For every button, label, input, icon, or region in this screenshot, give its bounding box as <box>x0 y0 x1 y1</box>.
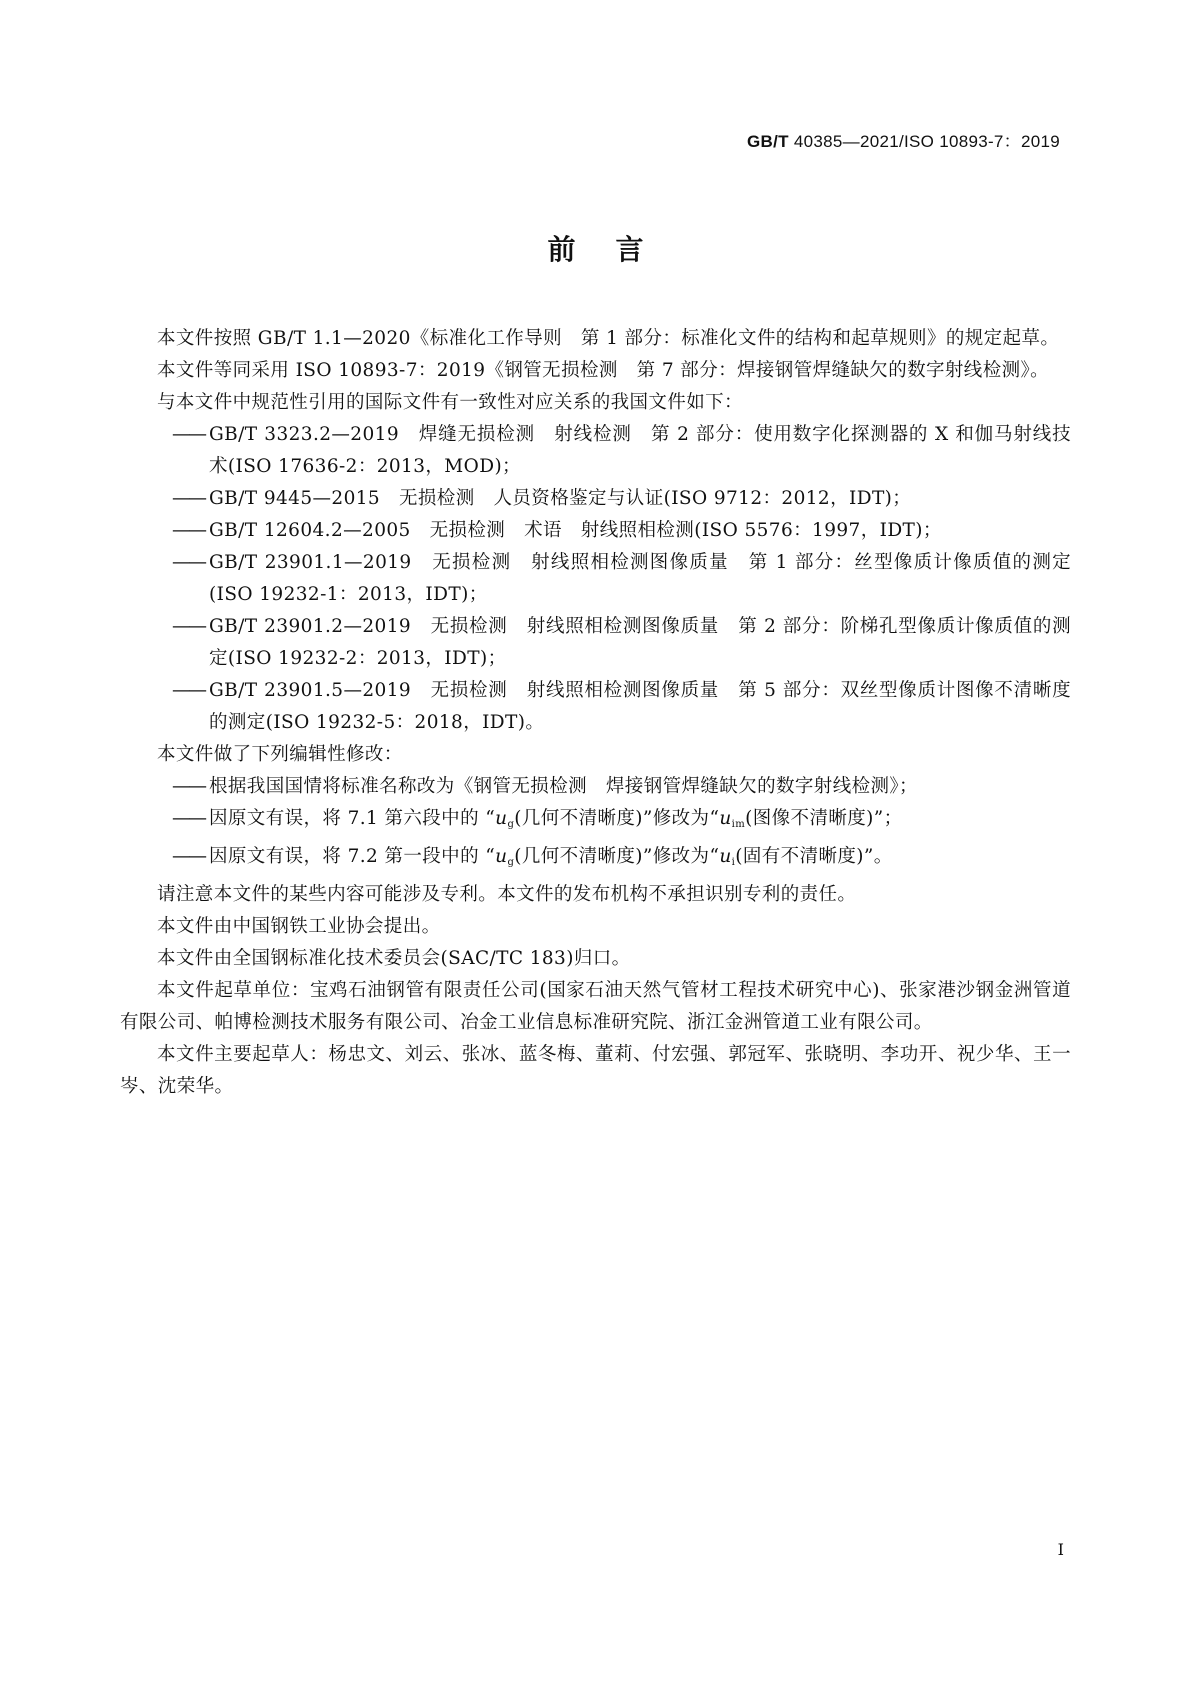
dash-mark: —— <box>172 680 205 701</box>
paragraph-modifications-intro: 本文件做了下列编辑性修改： <box>157 744 403 765</box>
paragraph-drafting-rules: 本文件按照 GB/T 1.1—2020《标准化工作导则 第 1 部分：标准化文件的结构和起草规则》的规定起草。 <box>157 328 1060 349</box>
dash-mark: —— <box>172 776 205 797</box>
reference-item <box>120 611 1071 675</box>
page-number: I <box>1057 1540 1064 1559</box>
subscript-im: im <box>731 819 746 830</box>
page-title: 前言 <box>547 233 684 266</box>
dash-mark: —— <box>172 488 205 509</box>
standard-number <box>747 127 1060 152</box>
dash-mark: —— <box>172 808 205 829</box>
standard-number-prefix: GB/T <box>747 132 789 151</box>
reference-item <box>120 547 1071 611</box>
reference-item <box>120 515 1071 547</box>
subscript-g: g <box>507 857 515 868</box>
modification-text-c: (图像不清晰度)”； <box>745 808 903 829</box>
dash-mark: —— <box>172 552 205 573</box>
subscript-i: i <box>731 857 736 868</box>
reference-item <box>120 483 1071 515</box>
symbol-u: u <box>495 846 508 867</box>
reference-text: GB/T 23901.2—2019 无损检测 射线照相检测图像质量 第 2 部分：阶梯孔型像质计像质值的测定(ISO 19232-2：2013，IDT)； <box>209 616 1071 669</box>
reference-text: GB/T 9445—2015 无损检测 人员资格鉴定与认证(ISO 9712：2012，IDT)； <box>209 488 912 509</box>
paragraph-patent-notice: 请注意本文件的某些内容可能涉及专利。本文件的发布机构不承担识别专利的责任。 <box>157 884 857 905</box>
modification-text-b: (几何不清晰度)”修改为“ <box>514 808 720 829</box>
subscript-g: g <box>507 819 515 830</box>
symbol-u: u <box>719 808 732 829</box>
paragraph-drafters: 本文件主要起草人：杨忠文、刘云、张冰、蓝冬梅、董莉、付宏强、郭冠军、张晓明、李功开、祝少华、王一岑、沈荣华。 <box>120 1044 1071 1097</box>
reference-item <box>120 675 1071 739</box>
modification-item <box>120 841 1071 879</box>
paragraph-references-intro: 与本文件中规范性引用的国际文件有一致性对应关系的我国文件如下： <box>157 392 743 413</box>
paragraph-adoption: 本文件等同采用 ISO 10893-7：2019《钢管无损检测 第 7 部分：焊接钢管焊缝缺欠的数字射线检测》。 <box>157 360 1050 381</box>
modification-item <box>120 803 1071 841</box>
symbol-u: u <box>495 808 508 829</box>
modification-text-b: (几何不清晰度)”修改为“ <box>514 846 720 867</box>
dash-mark: —— <box>172 520 205 541</box>
reference-item <box>120 419 1071 483</box>
standard-number-rest: 40385—2021/ISO 10893-7：2019 <box>788 132 1060 151</box>
paragraph-committee: 本文件由全国钢标准化技术委员会(SAC/TC 183)归口。 <box>157 948 631 969</box>
paragraph-drafting-units: 本文件起草单位：宝鸡石油钢管有限责任公司(国家石油天然气管材工程技术研究中心)、张家港沙钢金洲管道有限公司、帕博检测技术服务有限公司、冶金工业信息标准研究院、浙江金洲管道工业有限公司。 <box>120 980 1071 1033</box>
modification-text-c: (固有不清晰度)”。 <box>735 846 893 867</box>
modification-item <box>120 771 1071 803</box>
reference-text: GB/T 3323.2—2019 焊缝无损检测 射线检测 第 2 部分：使用数字化探测器的 X 和伽马射线技术(ISO 17636-2：2013，MOD)； <box>209 424 1071 477</box>
paragraph-proposer: 本文件由中国钢铁工业协会提出。 <box>157 916 441 937</box>
reference-text: GB/T 12604.2—2005 无损检测 术语 射线照相检测(ISO 5576：1997，IDT)； <box>209 520 942 541</box>
reference-text: GB/T 23901.5—2019 无损检测 射线照相检测图像质量 第 5 部分：双丝型像质计图像不清晰度的测定(ISO 19232-5：2018，IDT)。 <box>209 680 1071 733</box>
foreword-body <box>120 323 1071 1103</box>
dash-mark: —— <box>172 846 205 867</box>
modification-text: 根据我国国情将标准名称改为《钢管无损检测 焊接钢管焊缝缺欠的数字射线检测》； <box>209 776 918 797</box>
modification-text-a: 因原文有误，将 7.2 第一段中的 “ <box>209 846 496 867</box>
reference-text: GB/T 23901.1—2019 无损检测 射线照相检测图像质量 第 1 部分：丝型像质计像质值的测定(ISO 19232-1：2013，IDT)； <box>209 552 1071 605</box>
symbol-u: u <box>719 846 732 867</box>
modification-text-a: 因原文有误，将 7.1 第六段中的 “ <box>209 808 496 829</box>
dash-mark: —— <box>172 424 205 445</box>
dash-mark: —— <box>172 616 205 637</box>
